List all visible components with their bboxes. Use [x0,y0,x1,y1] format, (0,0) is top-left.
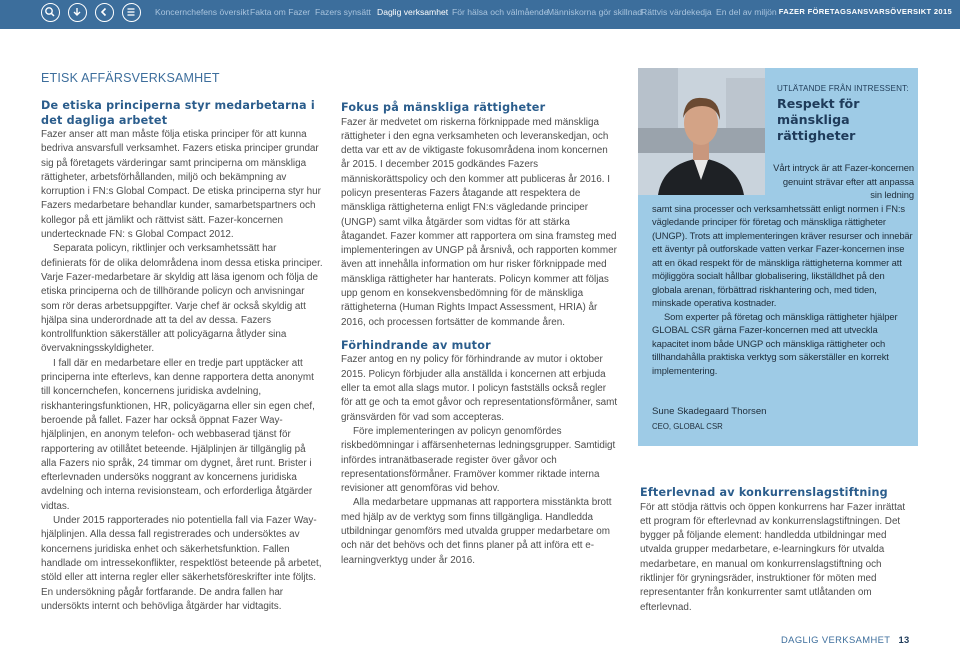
search-icon[interactable] [41,3,60,22]
nav-link-for-halsa[interactable]: För hälsa och välmående [452,7,549,17]
statement-signer-role: CEO, GLOBAL CSR [652,422,723,431]
human-rights-paragraph: Fazer är medvetet om riskerna förknippade med mänskliga rättigheter i den egna verksamheten och leveranskedjan, och detta var ett av de viktigaste fokusområdena inom koncernen år 2015. I december 2015 godkändes Fazers människorättspolicy och den kommer att publiceras år 2016. I policyn presenteras Fazers åtagande att respektera de mänskliga rättigheterna enligt FN:s vägledande principer (UNGP) samt vilka åtgärder som vidtas för att stärka åtagandet. Fazer kommer att rapportera om sina framsteg med implementeringen av UNGP på årsnivå, och rapporten kommer även att innehålla information om hur risker förknippade med mänskliga rättigheter har hanterats. Policyn kommer att följas upp genom en konsekvensbedömning för de mänskliga rättigheterna (Human Rights Impact Assessment, HRIA) år 2016, och processen fortsätter de kommande åren. [341,116,617,328]
nav-link-en-del-av-miljon[interactable]: En del av miljön [716,7,777,17]
ethics-paragraph-1: Fazer anser att man måste följa etiska principer för att kunna bedriva ansvarsfull verksamhet. Fazers etiska principer grundar sig på företagets värderingar samt principerna om mänskliga rättigheter, arbetsförhållanden, miljö och bekämpning av korruption i FN:s Global Compact. De etiska principerna styr hur Fazers medarbetare behandlar kunder, samarbetspartners och kollegor på ett jämlikt och rättvist sätt. Fazer-koncernen undertecknade FN: s Global Compact 2012. [41,129,321,241]
download-icon[interactable] [68,3,87,22]
column-2 [341,101,619,568]
human-rights-heading: Fokus på mänskliga rättigheter [341,101,546,114]
anti-bribery-paragraph-3: Alla medarbetare uppmanas att rapportera misstänkta brott med hjälp av de verktyg som finns tillgängliga. Handledda utbildningar genomförs med utvalda grupper medarbetare om och när det behövs och det finns planer på att införa ett e-learningverktyg under år 2016. [341,497,612,566]
column-3 [640,486,918,615]
ethics-paragraph-2: Separata policyn, riktlinjer och verksamhetssätt har definierats för de olika delområdena inom dessa etiska principer. Varje Fazer-medarbetare är skyldig att läsa igenom och följa de etiska principerna och de tillhörande policyn och anvisningar som rör deras arbetsuppgifter. Varje chef är också skyldig att hjälpa sina underordnade att ta del av dessa. Fazers kontrollfunktion säkerställer att policyägarna åtlyder sina övervakningsskyldigheter. [41,243,323,355]
statement-paragraph-1-intro: Vårt intryck är att Fazer-koncernen genuint strävar efter att anpassa sin ledning [773,162,914,200]
top-navigation [0,0,960,29]
column-1 [41,99,323,614]
statement-paragraph-2: Som experter på företag och mänskliga rättigheter hjälper GLOBAL CSR gärna Fazer-koncernen med att utveckla kapacitet inom både UNGP och mänskliga rättigheter och tillhandahålla praktiska verktyg som säkerställer en korrekt implementering. [652,310,898,376]
nav-link-rattvis-vardekedja[interactable]: Rättvis värdekedja [641,7,712,17]
anti-bribery-paragraph-1: Fazer antog en ny policy för förhindrande av mutor i oktober 2015. Policyn förbjuder alla anställda i koncernen att erbjuda eller ta emot alla slags mutor. I policyn fastställs också regler för att ge och ta emot gåvor och representationsförmåner, samt gränsvärden för vad som accepteras. [341,354,618,423]
nav-link-fakta-om-fazer[interactable]: Fakta om Fazer [250,7,311,17]
ethics-paragraph-4: Under 2015 rapporterades nio potentiella fall via Fazer Way-hjälplinjen. Alla dessa fall registrerades och undersöktes av koncernens juridiska enhet och säkerhetsfunktion. Fallen handlade om intressekonflikter, respektlöst beteende på arbetet, stöld eller att interna regler eller säkerhetsföreskrifter inte följts. En undersökning pågår fortfarande. De andra fallen har undersökts internt och behövliga åtgärder har vidtagits. [41,515,322,612]
report-brand-title: FAZER FÖRETAGSANSVARSÖVERSIKT 2015 [778,7,952,16]
statement-title: Respekt för mänskliga rättigheter [777,96,860,143]
section-label: ETISK AFFÄRSVERKSAMHET [41,71,220,85]
page-number: 13 [898,634,910,645]
page-footer [781,634,910,645]
anti-bribery-paragraph-2: Före implementeringen av policyn genomfördes riskbedömningar i affärsenheternas ledningsgrupper. Samtidigt infördes intranätbaserade register över gåvor och representationsförmåner. Framöver kommer riktade interna revisioner att genomföras vid behov. [341,425,616,495]
nav-link-manniskorna[interactable]: Människorna gör skillnad [547,7,643,17]
ethics-heading: De etiska principerna styr medarbetarna i det dagliga arbetet [41,99,315,127]
nav-link-fazers-synsatt[interactable]: Fazers synsätt [315,7,371,17]
back-icon[interactable] [95,3,114,22]
nav-link-daglig-verksamhet[interactable]: Daglig verksamhet [377,7,449,17]
menu-icon[interactable] [122,3,141,22]
footer-section-name: DAGLIG VERKSAMHET [781,634,891,645]
statement-body [652,161,914,377]
nav-link-koncernchefens-oversikt[interactable]: Koncernchefens översikt [155,7,250,17]
statement-paragraph-1: samt sina processer och verksamhetssätt enligt normen i FN:s vägledande principer för företag och mänskliga rättigheter (UNGP). Trots att implementeringen kräver resurser och innebär ett äventyr på outforskade vatten verkar Fazer-koncernen inse att en ökad respekt för de mänskliga rättigheterna kommer att möjliggöra socialt hållbar globalisering, likställdhet på den globala arenan, förbättrad riskhantering och, med tiden, minskade operativa kostnader. [652,202,913,308]
ethics-paragraph-3: I fall där en medarbetare eller en tredje part upptäcker att principerna inte efterlevs, kan denne rapportera detta anonymt till koncernchefen, koncernens juridiska avdelning, riskhanteringsfunktionen, HR, policyägarna eller sin egen chef, beroende på fallet. Fazer har också öppnat Fazer Way-hjälplinjen, en anonym telefon- och webbaserad tjänst för rapportering av otillåtet beteende. Hjälplinjen är tillgänglig på alla Fazers nio språk, 24 timmar om dygnet, året runt. Brister i efterlevnaden undersöks noggrant av koncernens juridiska avdelning och interna revisionsteam, och erforderliga åtgärder vidtas. [41,357,315,512]
statement-kicker: UTLÄTANDE FRÅN INTRESSENT: [777,84,909,93]
competition-heading: Efterlevnad av konkurrenslagstiftning [640,486,888,499]
statement-signer: Sune Skadegaard Thorsen [652,406,767,417]
anti-bribery-heading: Förhindrande av mutor [341,338,491,352]
competition-paragraph: För att stödja rättvis och öppen konkurrens har Fazer inrättat ett program för efterlevnad av konkurrenslagstiftningen. Det bygger på följande element: handledda utbildningar med utvalda grupper medarbetare, e-learningkurs för utvalda medarbetare, en manual om konkurrenslagstiftning och riktlinjer för gryningsräder, instruktioner för möten med representanter från konkurrenter samt utlåtanden om efterlevnad. [640,501,906,613]
